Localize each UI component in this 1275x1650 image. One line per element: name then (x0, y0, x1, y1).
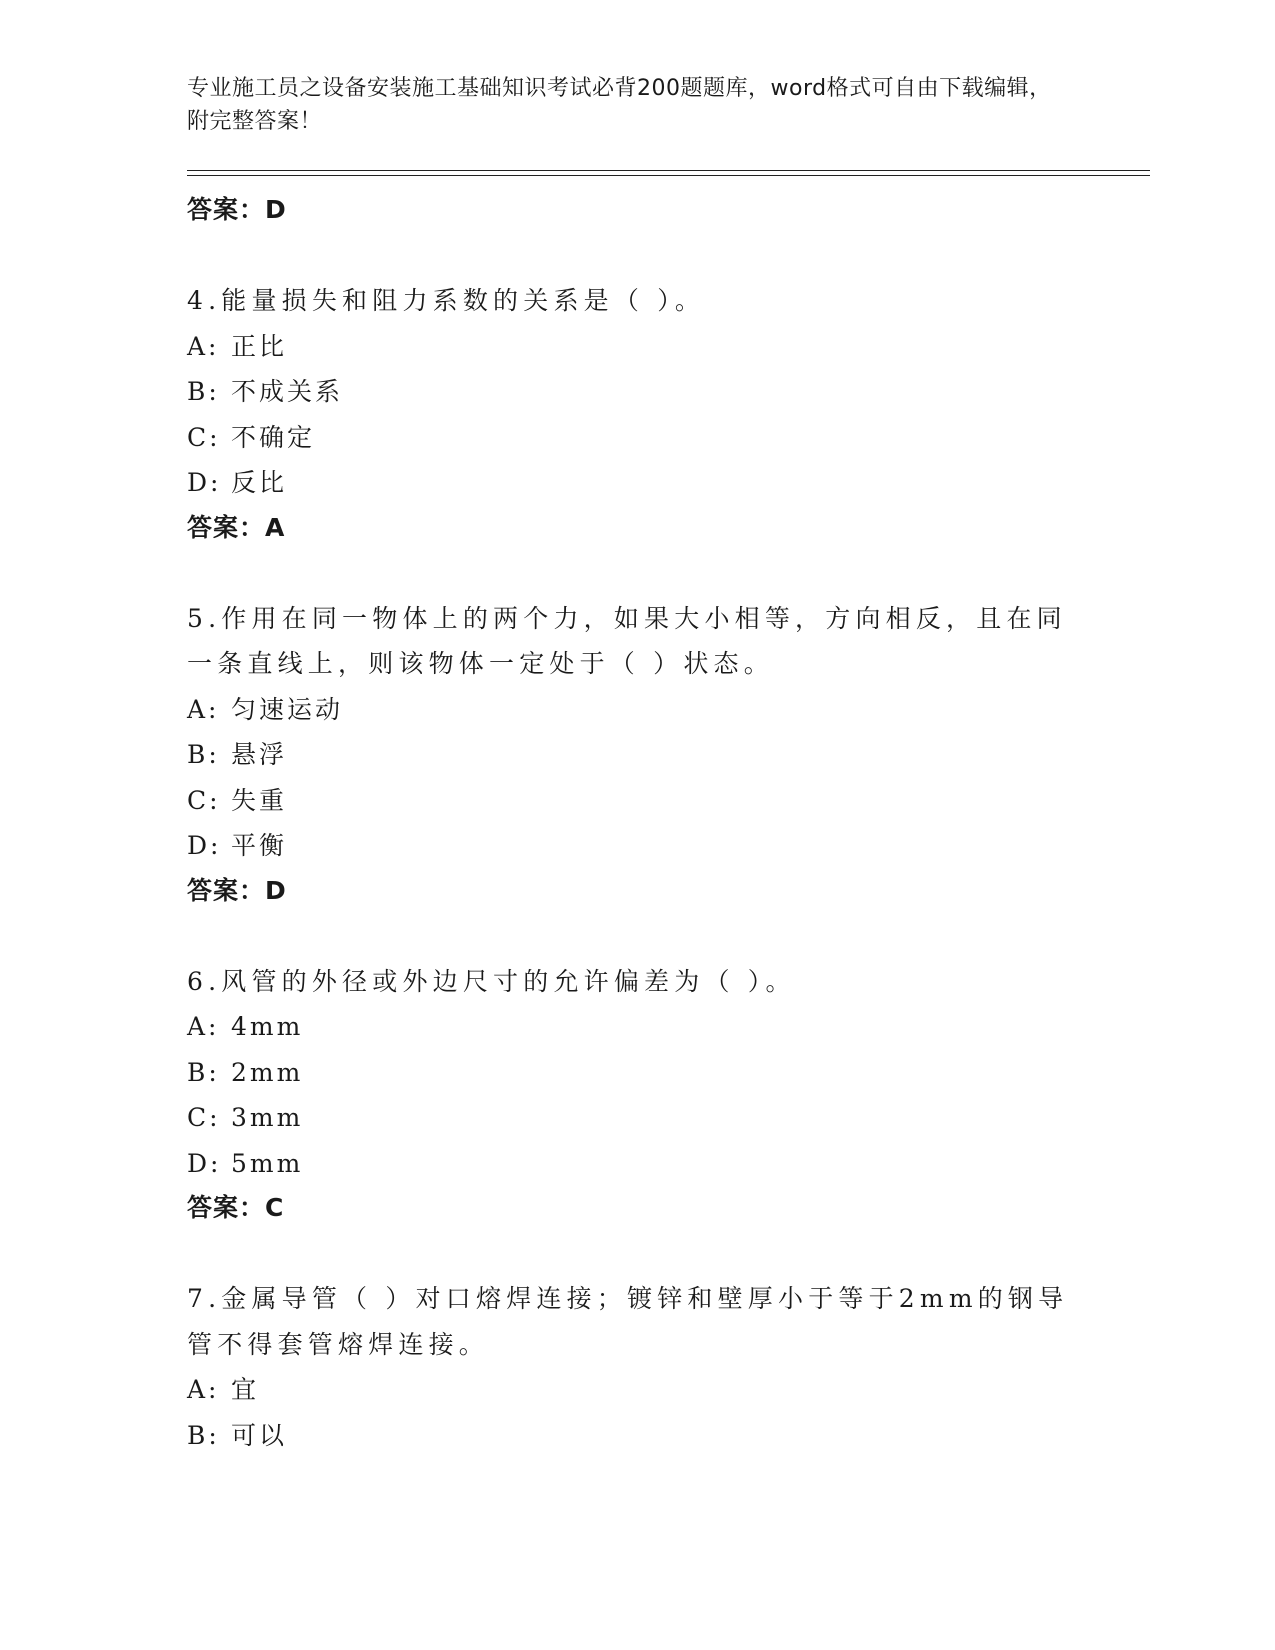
option-key: B: (187, 377, 220, 406)
question-7 (187, 1276, 1087, 1458)
option-text: 失重 (231, 785, 288, 815)
option-a (187, 687, 1087, 733)
option-d (187, 460, 1087, 506)
option-a (187, 1004, 1087, 1050)
option-d (187, 1141, 1087, 1187)
option-key: B: (187, 740, 220, 769)
option-text: 悬浮 (231, 740, 288, 769)
option-key: D: (187, 1148, 222, 1178)
answer-line: 答案：D (187, 195, 287, 224)
option-text: 3mm (231, 1103, 304, 1132)
option-text: 4mm (231, 1012, 304, 1041)
option-text: 平衡 (231, 831, 288, 860)
option-text: 不成关系 (231, 377, 344, 406)
question-title: 4.能量损失和阻力系数的关系是（ ）。 (187, 286, 706, 315)
option-b (187, 369, 1087, 415)
option-key: B: (187, 1420, 220, 1450)
option-text: 2mm (231, 1057, 304, 1087)
option-key: C: (187, 422, 221, 452)
option-text: 反比 (231, 468, 288, 497)
question-title: 6.风管的外径或外边尺寸的允许偏差为（ ）。 (187, 966, 796, 996)
option-text: 可以 (231, 1420, 288, 1450)
option-b (187, 1050, 1087, 1096)
question-4 (187, 278, 1087, 550)
option-key: D: (187, 831, 222, 860)
answer-line: 答案：C (187, 1193, 285, 1222)
question-list (187, 188, 1087, 1458)
answer-line: 答案：D (187, 875, 287, 905)
option-key: C: (187, 1103, 221, 1132)
question-5 (187, 596, 1087, 913)
option-key: A: (187, 1012, 220, 1041)
option-c (187, 1095, 1087, 1141)
option-key: A: (187, 1375, 220, 1404)
option-a (187, 324, 1087, 370)
question-title: 7.金属导管（ ）对口熔焊连接；镀锌和壁厚小于等于2mm的钢导管不得套管熔焊连接。 (187, 1284, 1069, 1359)
document-header: 专业施工员之设备安装施工基础知识考试必背200题题库，word格式可自由下载编辑，附完整答案！ (187, 76, 1052, 134)
option-b (187, 1413, 1087, 1459)
option-text: 不确定 (231, 422, 316, 452)
option-key: D: (187, 468, 222, 497)
option-key: A: (187, 694, 220, 724)
header-divider-top (187, 170, 1150, 171)
option-key: B: (187, 1057, 220, 1087)
option-c (187, 415, 1087, 461)
option-d (187, 823, 1087, 869)
option-text: 5mm (231, 1148, 304, 1178)
answer-line: 答案：A (187, 512, 286, 542)
option-b (187, 732, 1087, 778)
header-divider-bottom (187, 175, 1150, 176)
question-6 (187, 959, 1087, 1231)
option-text: 宜 (231, 1375, 260, 1404)
option-c (187, 778, 1087, 824)
option-key: C: (187, 785, 221, 815)
option-text: 正比 (231, 331, 288, 361)
option-key: A: (187, 331, 220, 361)
option-text: 匀速运动 (231, 694, 344, 724)
question-title: 5.作用在同一物体上的两个力，如果大小相等，方向相反，且在同一条直线上，则该物体一定处于（ ）状态。 (187, 603, 1067, 678)
option-a (187, 1367, 1087, 1413)
